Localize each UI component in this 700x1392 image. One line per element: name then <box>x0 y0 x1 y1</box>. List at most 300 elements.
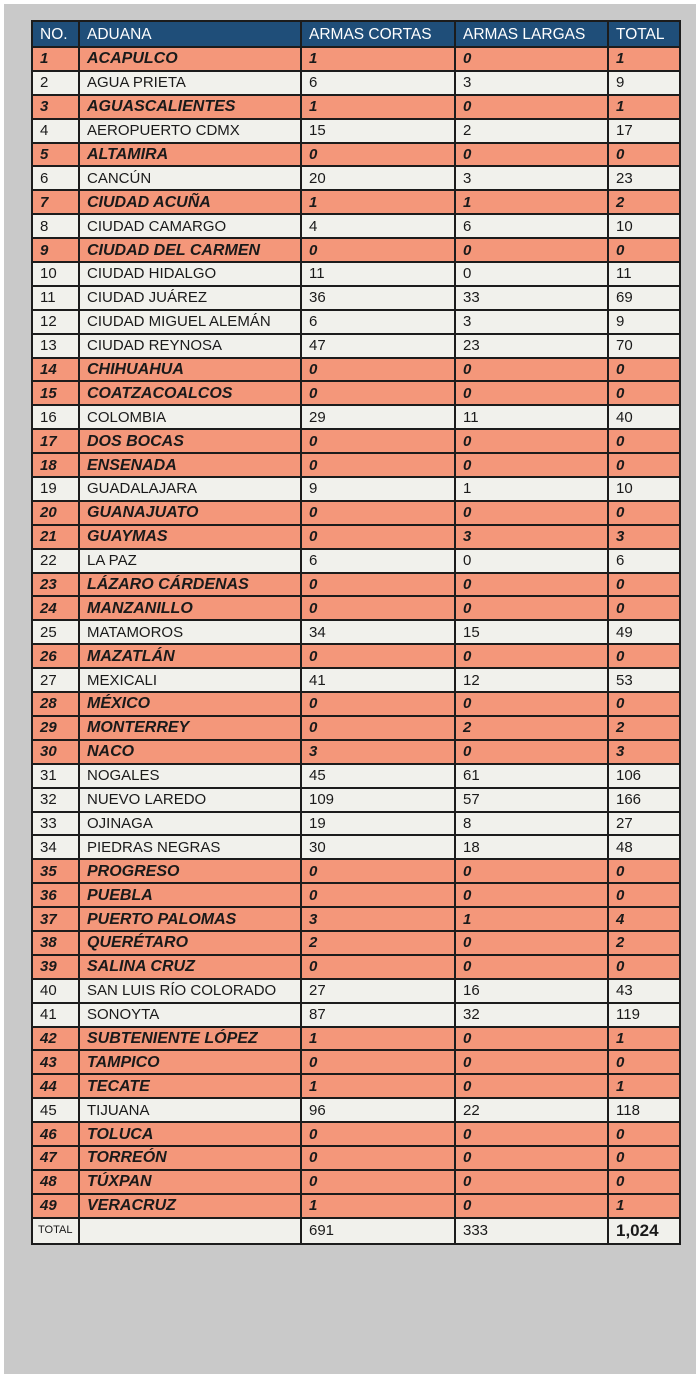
table-row <box>32 596 680 620</box>
table-row <box>32 1050 680 1074</box>
table-row <box>32 358 680 382</box>
table-row <box>32 1027 680 1051</box>
cell-aduana: COATZACOALCOS <box>79 381 301 405</box>
cell-aduana: MAZATLÁN <box>79 644 301 668</box>
cell-no: 21 <box>32 525 79 549</box>
cell-armas-largas: 0 <box>455 1027 608 1051</box>
cell-total: 0 <box>608 453 680 477</box>
cell-aduana: TIJUANA <box>79 1098 301 1122</box>
table-row <box>32 334 680 358</box>
cell-aduana: AGUASCALIENTES <box>79 95 301 119</box>
cell-aduana: AGUA PRIETA <box>79 71 301 95</box>
table-row <box>32 668 680 692</box>
cell-total: 1 <box>608 95 680 119</box>
table-row <box>32 71 680 95</box>
cell-armas-cortas: 6 <box>301 71 455 95</box>
cell-total: 17 <box>608 119 680 143</box>
cell-armas-largas: 3 <box>455 71 608 95</box>
cell-armas-largas: 1 <box>455 190 608 214</box>
table-row <box>32 1122 680 1146</box>
cell-armas-cortas: 1 <box>301 1194 455 1218</box>
cell-aduana: CHIHUAHUA <box>79 358 301 382</box>
cell-armas-largas: 0 <box>455 740 608 764</box>
table-frame <box>4 4 696 1374</box>
table-row <box>32 716 680 740</box>
cell-total: 48 <box>608 835 680 859</box>
cell-armas-largas: 0 <box>455 381 608 405</box>
table-row <box>32 692 680 716</box>
cell-aduana: CIUDAD CAMARGO <box>79 214 301 238</box>
table-row <box>32 166 680 190</box>
cell-total: 23 <box>608 166 680 190</box>
cell-total: 119 <box>608 1003 680 1027</box>
cell-armas-largas: 0 <box>455 47 608 71</box>
cell-no: 35 <box>32 859 79 883</box>
cell-total: 1 <box>608 1194 680 1218</box>
cell-aduana: OJINAGA <box>79 812 301 836</box>
cell-total: 40 <box>608 405 680 429</box>
cell-aduana: MONTERREY <box>79 716 301 740</box>
cell-aduana: TORREÓN <box>79 1146 301 1170</box>
cell-no: 20 <box>32 501 79 525</box>
cell-total: 2 <box>608 931 680 955</box>
cell-aduana: TÚXPAN <box>79 1170 301 1194</box>
cell-no: 48 <box>32 1170 79 1194</box>
cell-no: 22 <box>32 549 79 573</box>
cell-total: 4 <box>608 907 680 931</box>
cell-armas-largas: 32 <box>455 1003 608 1027</box>
cell-total: 27 <box>608 812 680 836</box>
cell-aduana: TECATE <box>79 1074 301 1098</box>
cell-aduana: CANCÚN <box>79 166 301 190</box>
cell-total: 3 <box>608 740 680 764</box>
cell-aduana: SAN LUIS RÍO COLORADO <box>79 979 301 1003</box>
table-row <box>32 549 680 573</box>
table-row <box>32 979 680 1003</box>
table-row <box>32 501 680 525</box>
cell-armas-cortas: 0 <box>301 1146 455 1170</box>
cell-armas-cortas: 3 <box>301 907 455 931</box>
cell-no: 9 <box>32 238 79 262</box>
cell-aduana: SUBTENIENTE LÓPEZ <box>79 1027 301 1051</box>
table-row <box>32 143 680 167</box>
table-row <box>32 1194 680 1218</box>
cell-armas-cortas: 1 <box>301 1074 455 1098</box>
cell-aduana: CIUDAD DEL CARMEN <box>79 238 301 262</box>
cell-armas-largas: 0 <box>455 1074 608 1098</box>
cell-total: 0 <box>608 501 680 525</box>
cell-total: 9 <box>608 310 680 334</box>
cell-armas-largas: 0 <box>455 931 608 955</box>
cell-armas-largas: 12 <box>455 668 608 692</box>
totals-grand-total: 1,024 <box>608 1218 680 1244</box>
cell-no: 14 <box>32 358 79 382</box>
cell-no: 38 <box>32 931 79 955</box>
cell-total: 70 <box>608 334 680 358</box>
cell-aduana: AEROPUERTO CDMX <box>79 119 301 143</box>
cell-no: 3 <box>32 95 79 119</box>
cell-total: 106 <box>608 764 680 788</box>
cell-armas-largas: 0 <box>455 859 608 883</box>
cell-armas-cortas: 1 <box>301 47 455 71</box>
table-row <box>32 740 680 764</box>
cell-total: 0 <box>608 1050 680 1074</box>
cell-total: 0 <box>608 692 680 716</box>
cell-armas-largas: 6 <box>455 214 608 238</box>
cell-no: 43 <box>32 1050 79 1074</box>
cell-aduana: ACAPULCO <box>79 47 301 71</box>
cell-aduana: MATAMOROS <box>79 620 301 644</box>
cell-armas-cortas: 0 <box>301 238 455 262</box>
cell-total: 49 <box>608 620 680 644</box>
cell-armas-largas: 23 <box>455 334 608 358</box>
cell-total: 0 <box>608 1170 680 1194</box>
cell-armas-cortas: 0 <box>301 573 455 597</box>
table-row <box>32 310 680 334</box>
header-armas-largas: ARMAS LARGAS <box>455 21 608 47</box>
cell-armas-cortas: 0 <box>301 525 455 549</box>
cell-armas-cortas: 34 <box>301 620 455 644</box>
cell-armas-largas: 0 <box>455 549 608 573</box>
cell-no: 40 <box>32 979 79 1003</box>
header-armas-cortas: ARMAS CORTAS <box>301 21 455 47</box>
cell-armas-largas: 18 <box>455 835 608 859</box>
cell-no: 23 <box>32 573 79 597</box>
cell-armas-largas: 57 <box>455 788 608 812</box>
table-row <box>32 286 680 310</box>
cell-total: 1 <box>608 47 680 71</box>
cell-no: 19 <box>32 477 79 501</box>
cell-armas-largas: 0 <box>455 262 608 286</box>
cell-aduana: ENSENADA <box>79 453 301 477</box>
cell-total: 0 <box>608 429 680 453</box>
cell-aduana: CIUDAD REYNOSA <box>79 334 301 358</box>
cell-armas-largas: 1 <box>455 907 608 931</box>
cell-total: 0 <box>608 381 680 405</box>
cell-armas-largas: 0 <box>455 644 608 668</box>
cell-armas-largas: 0 <box>455 501 608 525</box>
table-row <box>32 453 680 477</box>
cell-aduana: GUANAJUATO <box>79 501 301 525</box>
cell-armas-cortas: 0 <box>301 358 455 382</box>
cell-armas-cortas: 2 <box>301 931 455 955</box>
weapons-by-customs-table <box>31 20 681 1245</box>
cell-armas-cortas: 3 <box>301 740 455 764</box>
header-no: NO. <box>32 21 79 47</box>
table-header-row <box>32 21 680 47</box>
table-row <box>32 381 680 405</box>
cell-total: 11 <box>608 262 680 286</box>
table-row <box>32 238 680 262</box>
cell-total: 0 <box>608 1122 680 1146</box>
cell-armas-largas: 0 <box>455 143 608 167</box>
table-row <box>32 95 680 119</box>
cell-armas-cortas: 41 <box>301 668 455 692</box>
cell-aduana: QUERÉTARO <box>79 931 301 955</box>
cell-no: 17 <box>32 429 79 453</box>
cell-no: 16 <box>32 405 79 429</box>
cell-armas-cortas: 0 <box>301 381 455 405</box>
cell-armas-cortas: 4 <box>301 214 455 238</box>
cell-no: 18 <box>32 453 79 477</box>
cell-total: 0 <box>608 955 680 979</box>
cell-armas-largas: 2 <box>455 716 608 740</box>
cell-armas-largas: 33 <box>455 286 608 310</box>
cell-armas-cortas: 0 <box>301 429 455 453</box>
cell-armas-cortas: 0 <box>301 859 455 883</box>
totals-label: TOTAL <box>32 1218 79 1244</box>
cell-no: 11 <box>32 286 79 310</box>
cell-aduana: NUEVO LAREDO <box>79 788 301 812</box>
cell-aduana: PROGRESO <box>79 859 301 883</box>
cell-armas-largas: 0 <box>455 429 608 453</box>
cell-armas-cortas: 19 <box>301 812 455 836</box>
cell-total: 43 <box>608 979 680 1003</box>
cell-armas-cortas: 0 <box>301 1122 455 1146</box>
cell-total: 0 <box>608 883 680 907</box>
cell-aduana: CIUDAD ACUÑA <box>79 190 301 214</box>
table-row <box>32 405 680 429</box>
cell-armas-largas: 0 <box>455 692 608 716</box>
cell-no: 28 <box>32 692 79 716</box>
cell-total: 0 <box>608 238 680 262</box>
cell-total: 6 <box>608 549 680 573</box>
cell-aduana: TAMPICO <box>79 1050 301 1074</box>
cell-no: 1 <box>32 47 79 71</box>
cell-aduana: PIEDRAS NEGRAS <box>79 835 301 859</box>
cell-aduana: MEXICALI <box>79 668 301 692</box>
table-row <box>32 955 680 979</box>
cell-total: 0 <box>608 358 680 382</box>
cell-no: 4 <box>32 119 79 143</box>
cell-total: 2 <box>608 716 680 740</box>
cell-armas-cortas: 0 <box>301 883 455 907</box>
header-total: TOTAL <box>608 21 680 47</box>
cell-armas-largas: 1 <box>455 477 608 501</box>
cell-no: 8 <box>32 214 79 238</box>
cell-aduana: NACO <box>79 740 301 764</box>
cell-total: 0 <box>608 596 680 620</box>
table-row <box>32 1146 680 1170</box>
cell-total: 10 <box>608 214 680 238</box>
cell-total: 2 <box>608 190 680 214</box>
cell-armas-cortas: 0 <box>301 1170 455 1194</box>
cell-armas-cortas: 109 <box>301 788 455 812</box>
cell-no: 24 <box>32 596 79 620</box>
cell-armas-largas: 61 <box>455 764 608 788</box>
totals-row <box>32 1218 680 1244</box>
table-row <box>32 525 680 549</box>
table-row <box>32 429 680 453</box>
cell-armas-cortas: 30 <box>301 835 455 859</box>
cell-total: 0 <box>608 1146 680 1170</box>
cell-no: 27 <box>32 668 79 692</box>
table-row <box>32 214 680 238</box>
cell-no: 12 <box>32 310 79 334</box>
cell-armas-largas: 0 <box>455 1194 608 1218</box>
cell-aduana: VERACRUZ <box>79 1194 301 1218</box>
cell-armas-cortas: 0 <box>301 143 455 167</box>
cell-no: 7 <box>32 190 79 214</box>
cell-no: 10 <box>32 262 79 286</box>
cell-no: 42 <box>32 1027 79 1051</box>
cell-armas-largas: 16 <box>455 979 608 1003</box>
cell-total: 69 <box>608 286 680 310</box>
cell-armas-cortas: 11 <box>301 262 455 286</box>
cell-no: 34 <box>32 835 79 859</box>
cell-armas-largas: 15 <box>455 620 608 644</box>
cell-armas-cortas: 15 <box>301 119 455 143</box>
table-row <box>32 907 680 931</box>
cell-armas-cortas: 87 <box>301 1003 455 1027</box>
table-row <box>32 1074 680 1098</box>
cell-no: 47 <box>32 1146 79 1170</box>
cell-no: 5 <box>32 143 79 167</box>
cell-armas-cortas: 0 <box>301 692 455 716</box>
cell-total: 0 <box>608 573 680 597</box>
cell-total: 0 <box>608 859 680 883</box>
table-row <box>32 47 680 71</box>
cell-armas-largas: 22 <box>455 1098 608 1122</box>
table-row <box>32 812 680 836</box>
cell-armas-largas: 0 <box>455 1170 608 1194</box>
cell-armas-cortas: 27 <box>301 979 455 1003</box>
cell-armas-largas: 3 <box>455 166 608 190</box>
cell-armas-largas: 0 <box>455 1122 608 1146</box>
cell-aduana: CIUDAD JUÁREZ <box>79 286 301 310</box>
cell-armas-largas: 0 <box>455 453 608 477</box>
cell-total: 1 <box>608 1074 680 1098</box>
cell-no: 41 <box>32 1003 79 1027</box>
cell-armas-cortas: 36 <box>301 286 455 310</box>
cell-armas-largas: 2 <box>455 119 608 143</box>
cell-aduana: SONOYTA <box>79 1003 301 1027</box>
table-row <box>32 764 680 788</box>
cell-armas-largas: 0 <box>455 955 608 979</box>
cell-aduana: TOLUCA <box>79 1122 301 1146</box>
cell-aduana: CIUDAD HIDALGO <box>79 262 301 286</box>
cell-aduana: SALINA CRUZ <box>79 955 301 979</box>
cell-armas-largas: 3 <box>455 525 608 549</box>
cell-aduana: LA PAZ <box>79 549 301 573</box>
cell-aduana: GUAYMAS <box>79 525 301 549</box>
cell-armas-cortas: 96 <box>301 1098 455 1122</box>
table-row <box>32 644 680 668</box>
cell-no: 6 <box>32 166 79 190</box>
cell-armas-cortas: 0 <box>301 596 455 620</box>
cell-aduana: PUEBLA <box>79 883 301 907</box>
cell-total: 0 <box>608 143 680 167</box>
cell-aduana: LÁZARO CÁRDENAS <box>79 573 301 597</box>
cell-no: 44 <box>32 1074 79 1098</box>
cell-total: 10 <box>608 477 680 501</box>
cell-armas-cortas: 0 <box>301 716 455 740</box>
table-row <box>32 119 680 143</box>
table-row <box>32 190 680 214</box>
cell-armas-largas: 0 <box>455 596 608 620</box>
cell-armas-cortas: 47 <box>301 334 455 358</box>
cell-total: 9 <box>608 71 680 95</box>
cell-total: 0 <box>608 644 680 668</box>
table-row <box>32 788 680 812</box>
cell-armas-cortas: 6 <box>301 549 455 573</box>
cell-no: 26 <box>32 644 79 668</box>
cell-armas-cortas: 0 <box>301 644 455 668</box>
cell-aduana: MÉXICO <box>79 692 301 716</box>
cell-no: 2 <box>32 71 79 95</box>
cell-armas-cortas: 0 <box>301 955 455 979</box>
cell-total: 3 <box>608 525 680 549</box>
cell-aduana: DOS BOCAS <box>79 429 301 453</box>
totals-armas-largas: 333 <box>455 1218 608 1244</box>
cell-no: 46 <box>32 1122 79 1146</box>
table-row <box>32 883 680 907</box>
table-row <box>32 1170 680 1194</box>
table-row <box>32 1098 680 1122</box>
cell-armas-largas: 3 <box>455 310 608 334</box>
cell-armas-largas: 0 <box>455 358 608 382</box>
cell-armas-cortas: 0 <box>301 453 455 477</box>
table-row <box>32 1003 680 1027</box>
cell-armas-cortas: 29 <box>301 405 455 429</box>
cell-armas-cortas: 20 <box>301 166 455 190</box>
totals-armas-cortas: 691 <box>301 1218 455 1244</box>
cell-total: 118 <box>608 1098 680 1122</box>
cell-aduana: CIUDAD MIGUEL ALEMÁN <box>79 310 301 334</box>
cell-armas-cortas: 0 <box>301 501 455 525</box>
cell-no: 33 <box>32 812 79 836</box>
cell-armas-cortas: 1 <box>301 1027 455 1051</box>
table-row <box>32 477 680 501</box>
cell-no: 49 <box>32 1194 79 1218</box>
cell-no: 29 <box>32 716 79 740</box>
cell-no: 32 <box>32 788 79 812</box>
cell-armas-largas: 0 <box>455 1050 608 1074</box>
cell-aduana: COLOMBIA <box>79 405 301 429</box>
cell-no: 37 <box>32 907 79 931</box>
cell-no: 45 <box>32 1098 79 1122</box>
cell-armas-cortas: 1 <box>301 190 455 214</box>
cell-aduana: PUERTO PALOMAS <box>79 907 301 931</box>
cell-armas-largas: 0 <box>455 95 608 119</box>
cell-no: 15 <box>32 381 79 405</box>
table-row <box>32 620 680 644</box>
cell-armas-cortas: 6 <box>301 310 455 334</box>
cell-armas-largas: 0 <box>455 883 608 907</box>
cell-aduana: MANZANILLO <box>79 596 301 620</box>
cell-no: 13 <box>32 334 79 358</box>
header-aduana: ADUANA <box>79 21 301 47</box>
table-body <box>32 47 680 1218</box>
cell-no: 36 <box>32 883 79 907</box>
table-row <box>32 859 680 883</box>
table-row <box>32 931 680 955</box>
cell-armas-largas: 0 <box>455 238 608 262</box>
totals-aduana <box>79 1218 301 1244</box>
cell-no: 39 <box>32 955 79 979</box>
table-row <box>32 835 680 859</box>
cell-total: 1 <box>608 1027 680 1051</box>
table-row <box>32 262 680 286</box>
cell-no: 25 <box>32 620 79 644</box>
cell-armas-largas: 11 <box>455 405 608 429</box>
cell-no: 31 <box>32 764 79 788</box>
cell-aduana: NOGALES <box>79 764 301 788</box>
cell-aduana: GUADALAJARA <box>79 477 301 501</box>
cell-total: 166 <box>608 788 680 812</box>
cell-armas-largas: 0 <box>455 1146 608 1170</box>
cell-armas-cortas: 1 <box>301 95 455 119</box>
